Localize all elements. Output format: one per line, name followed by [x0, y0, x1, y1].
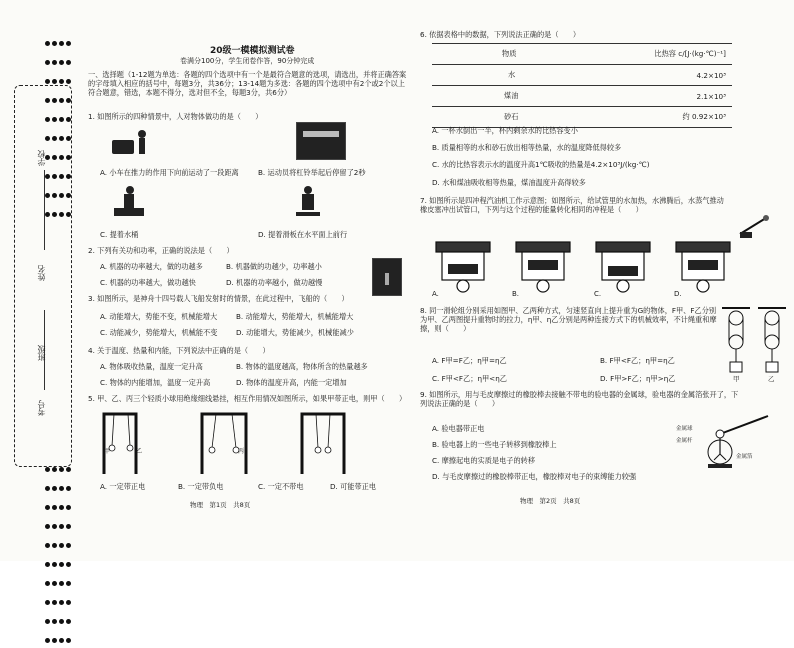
binding-dot: [66, 619, 71, 624]
q3-stem: 3. 如图所示，是神舟十四号载人飞船发射时的情景，在此过程中，飞船的（ ）: [88, 294, 349, 303]
binding-dot: [45, 638, 50, 643]
q4-option-b: B. 物体的温度越高，物体所含的热量越多: [236, 362, 368, 371]
q9-option-a: A. 验电器带正电: [432, 424, 485, 433]
q5-ball-label-bing: 丙: [238, 448, 245, 455]
table-header-cell: 物质: [432, 44, 589, 65]
q3-option-a: A. 动能增大，势能不变，机械能增大: [100, 312, 218, 321]
q7-label-c: C.: [594, 290, 602, 298]
q1-option-d: D. 提着滑板在水平面上前行: [258, 230, 348, 239]
q4-option-c: C. 物体的内能增加，温度一定升高: [100, 378, 211, 387]
binding-dot: [52, 505, 57, 510]
binding-dot: [59, 486, 64, 491]
binding-dot: [59, 505, 64, 510]
q8-stem: 8. 同一滑轮组分别采用如图甲、乙两种方式，匀速竖直向上提升重为G的物体，F甲、F乙分别为甲、乙两图提升重物时的拉力，η甲、η乙分别是两种连接方式下的机械效率，不计绳重和摩擦，则（ ）: [420, 306, 717, 333]
page-subtitle: 卷满分100分，学生闭卷作答，90分钟完成: [180, 57, 315, 65]
q1-figure-a: [108, 128, 156, 158]
q7-test-tube-figure: [736, 212, 776, 240]
binding-dot: [52, 619, 57, 624]
q8-option-b: B. F甲<F乙；η甲=η乙: [600, 356, 675, 365]
q6-option-a: A. 一杯水倒出一半，杯内剩余水的比热容变小: [432, 126, 578, 135]
binding-dot: [66, 60, 71, 65]
q2-option-a: A. 机器的功率越大，做的功越多: [100, 262, 203, 271]
binding-dot: [59, 524, 64, 529]
table-row: [432, 65, 732, 86]
binding-dot: [52, 41, 57, 46]
q8-pulley-figure: [720, 304, 788, 382]
binding-dot: [66, 600, 71, 605]
binding-dot: [52, 486, 57, 491]
q9-option-d: D. 与毛皮摩擦过的橡胶棒带正电，橡胶棒对电子的束缚能力较强: [432, 472, 637, 481]
section1-heading: 一、选择题（1-12题为单选：各题的四个选项中有一个是最符合题意的选项，请选出，并将正确答案的字母填入相应的括号中，每题3分，共36分；13-14题为多选：各题的四个选项中有2个或2个以上符合题意，错选，本题不得分，选对但不全，每题3分，共6分）: [88, 70, 407, 97]
binding-dot: [59, 562, 64, 567]
binding-dot: [52, 60, 57, 65]
table-header-cell: 比热容 c/[J·(kg·℃)⁻¹]: [589, 44, 732, 65]
footer-right: 物理 第2页 共8页: [520, 497, 581, 505]
q1-option-c: C. 提着水桶: [100, 230, 139, 239]
binding-dot: [45, 41, 50, 46]
q6-option-b: B. 质量相等的水和砂石放出相等热量，水的温度降低得较多: [432, 143, 622, 152]
binding-dot: [45, 467, 50, 472]
binding-label-school: 学校: [37, 150, 46, 166]
q9-label-foil: 金属箔: [736, 454, 753, 460]
binding-dot: [45, 619, 50, 624]
q9-option-c: C. 摩擦起电的实质是电子的转移: [432, 456, 536, 465]
binding-dot: [45, 524, 50, 529]
q8-fig-label-yi: 乙: [768, 375, 775, 383]
binding-dot: [52, 600, 57, 605]
q6-option-d: D. 水和煤油吸收相等热量，煤油温度升高得较多: [432, 178, 586, 187]
binding-dot: [45, 543, 50, 548]
q8-option-d: D. F甲>F乙；η甲>η乙: [600, 374, 676, 383]
q6-stem: 6. 依据表格中的数据，下列说法正确的是（ ）: [420, 30, 581, 39]
table-row: [432, 86, 732, 107]
binding-dot: [59, 581, 64, 586]
table-cell: 2.1×10³: [589, 86, 732, 107]
binding-dot: [59, 41, 64, 46]
binding-dot: [45, 79, 50, 84]
binding-dot: [66, 524, 71, 529]
q8-option-c: C. F甲<F乙；η甲<η乙: [432, 374, 507, 383]
binding-dot: [52, 467, 57, 472]
q9-label-ball: 金属球: [676, 426, 693, 432]
page-title: 20级一模模拟测试卷: [210, 46, 295, 56]
binding-dot: [45, 562, 50, 567]
binding-dot: [45, 60, 50, 65]
q7-label-d: D.: [674, 290, 682, 298]
table-cell: 约 0.92×10³: [589, 107, 732, 128]
q6-option-c: C. 水的比热容表示水的温度升高1℃吸收的热量是4.2×10³J/(kg·℃): [432, 160, 650, 169]
q3-option-b: B. 动能增大，势能增大，机械能增大: [236, 312, 354, 321]
q7-engine-figures: [432, 236, 742, 294]
binding-dot: [59, 600, 64, 605]
q1-figure-d: [296, 184, 320, 222]
binding-dot: [52, 581, 57, 586]
q1-figure-b: [296, 122, 346, 160]
footer-left: 物理 第1页 共8页: [190, 501, 251, 509]
table-cell: 砂石: [432, 107, 589, 128]
binding-dots-bottom: [44, 458, 76, 648]
q1-option-a: A. 小车在推力的作用下向前运动了一段距离: [100, 168, 239, 177]
table-cell: 水: [432, 65, 589, 86]
binding-dot: [59, 619, 64, 624]
binding-dot: [66, 543, 71, 548]
binding-line: [44, 170, 45, 250]
binding-dot: [59, 60, 64, 65]
table-cell: 4.2×10³: [589, 65, 732, 86]
binding-dot: [59, 543, 64, 548]
q2-stem: 2. 下列有关功和功率，正确的说法是（ ）: [88, 246, 234, 255]
q4-stem: 4. 关于温度、热量和内能，下列说法中正确的是（ ）: [88, 346, 270, 355]
q2-option-d: D. 机器的功率越小，做功越慢: [226, 278, 323, 287]
binding-dot: [45, 486, 50, 491]
q9-electroscope-figure: [700, 414, 780, 472]
q5-option-a: A. 一定带正电: [100, 482, 146, 491]
q5-figure: [96, 408, 386, 476]
q7-label-b: B.: [512, 290, 520, 298]
binding-dot: [66, 79, 71, 84]
q1-figure-c: [112, 184, 152, 218]
q5-option-d: D. 可能带正电: [330, 482, 377, 491]
table-cell: 煤油: [432, 86, 589, 107]
binding-dot: [59, 638, 64, 643]
binding-dot: [52, 638, 57, 643]
table-row: [432, 44, 732, 65]
binding-dot: [52, 524, 57, 529]
q5-ball-label-jia: 甲: [104, 448, 111, 455]
q3-option-d: D. 动能增大，势能减少，机械能减少: [236, 328, 354, 337]
q7-label-a: A.: [432, 290, 439, 298]
q9-stem: 9. 如图所示，用与毛皮摩擦过的橡胶棒去接触不带电的验电器的金属球，验电器的金属箔张开了，下列说法正确的是（ ）: [420, 390, 739, 408]
binding-dot: [52, 562, 57, 567]
q9-label-rod: 金属杆: [676, 438, 693, 444]
table-row: [432, 107, 732, 128]
binding-dot: [45, 505, 50, 510]
q8-option-a: A. F甲=F乙；η甲=η乙: [432, 356, 507, 365]
q3-option-c: C. 动能减少，势能增大，机械能不变: [100, 328, 218, 337]
binding-label-exam-no: 考号: [37, 400, 46, 416]
q2-option-c: C. 机器的功率越大，做功越快: [100, 278, 196, 287]
q7-stem: 7. 如图所示是四冲程汽油机工作示意图；如图所示，给试管里的水加热，水沸腾后，水蒸气推动橡皮塞冲出试管口，下列与这个过程的能量转化相同的冲程是（ ）: [420, 196, 724, 214]
binding-dot: [66, 562, 71, 567]
q9-option-b: B. 验电器上的一些电子转移到橡胶棒上: [432, 440, 557, 449]
binding-label-name: 姓名: [37, 265, 46, 281]
binding-dot: [52, 79, 57, 84]
q8-fig-label-jia: 甲: [733, 375, 740, 383]
binding-dot: [59, 79, 64, 84]
binding-dot: [52, 543, 57, 548]
q6-specific-heat-table: [432, 43, 732, 128]
q4-option-d: D. 物体的温度升高，内能一定增加: [236, 378, 347, 387]
binding-dot: [66, 505, 71, 510]
q5-ball-label-yi: 乙: [136, 448, 143, 455]
q5-stem: 5. 甲、乙、丙三个轻质小球用绝缘细线悬挂，相互作用情况如图所示，如果甲带正电，则甲（ ）: [88, 394, 407, 403]
q5-option-b: B. 一定带负电: [178, 482, 224, 491]
binding-dot: [45, 581, 50, 586]
binding-dot: [45, 600, 50, 605]
binding-label-class: 班级: [37, 345, 46, 361]
binding-dot: [66, 581, 71, 586]
q5-option-c: C. 一定不带电: [258, 482, 304, 491]
binding-dot: [66, 486, 71, 491]
binding-dot: [66, 467, 71, 472]
q2-option-b: B. 机器做的功越少，功率越小: [226, 262, 322, 271]
binding-dot: [66, 41, 71, 46]
q1-stem: 1. 如图所示的四种情景中，人对物体做功的是（ ）: [88, 112, 263, 121]
q3-rocket-image: [372, 258, 402, 296]
q4-option-a: A. 物体吸收热量，温度一定升高: [100, 362, 203, 371]
q1-option-b: B. 运动员将杠铃举起后停留了2秒: [258, 168, 366, 177]
binding-dot: [66, 638, 71, 643]
binding-dot: [59, 467, 64, 472]
